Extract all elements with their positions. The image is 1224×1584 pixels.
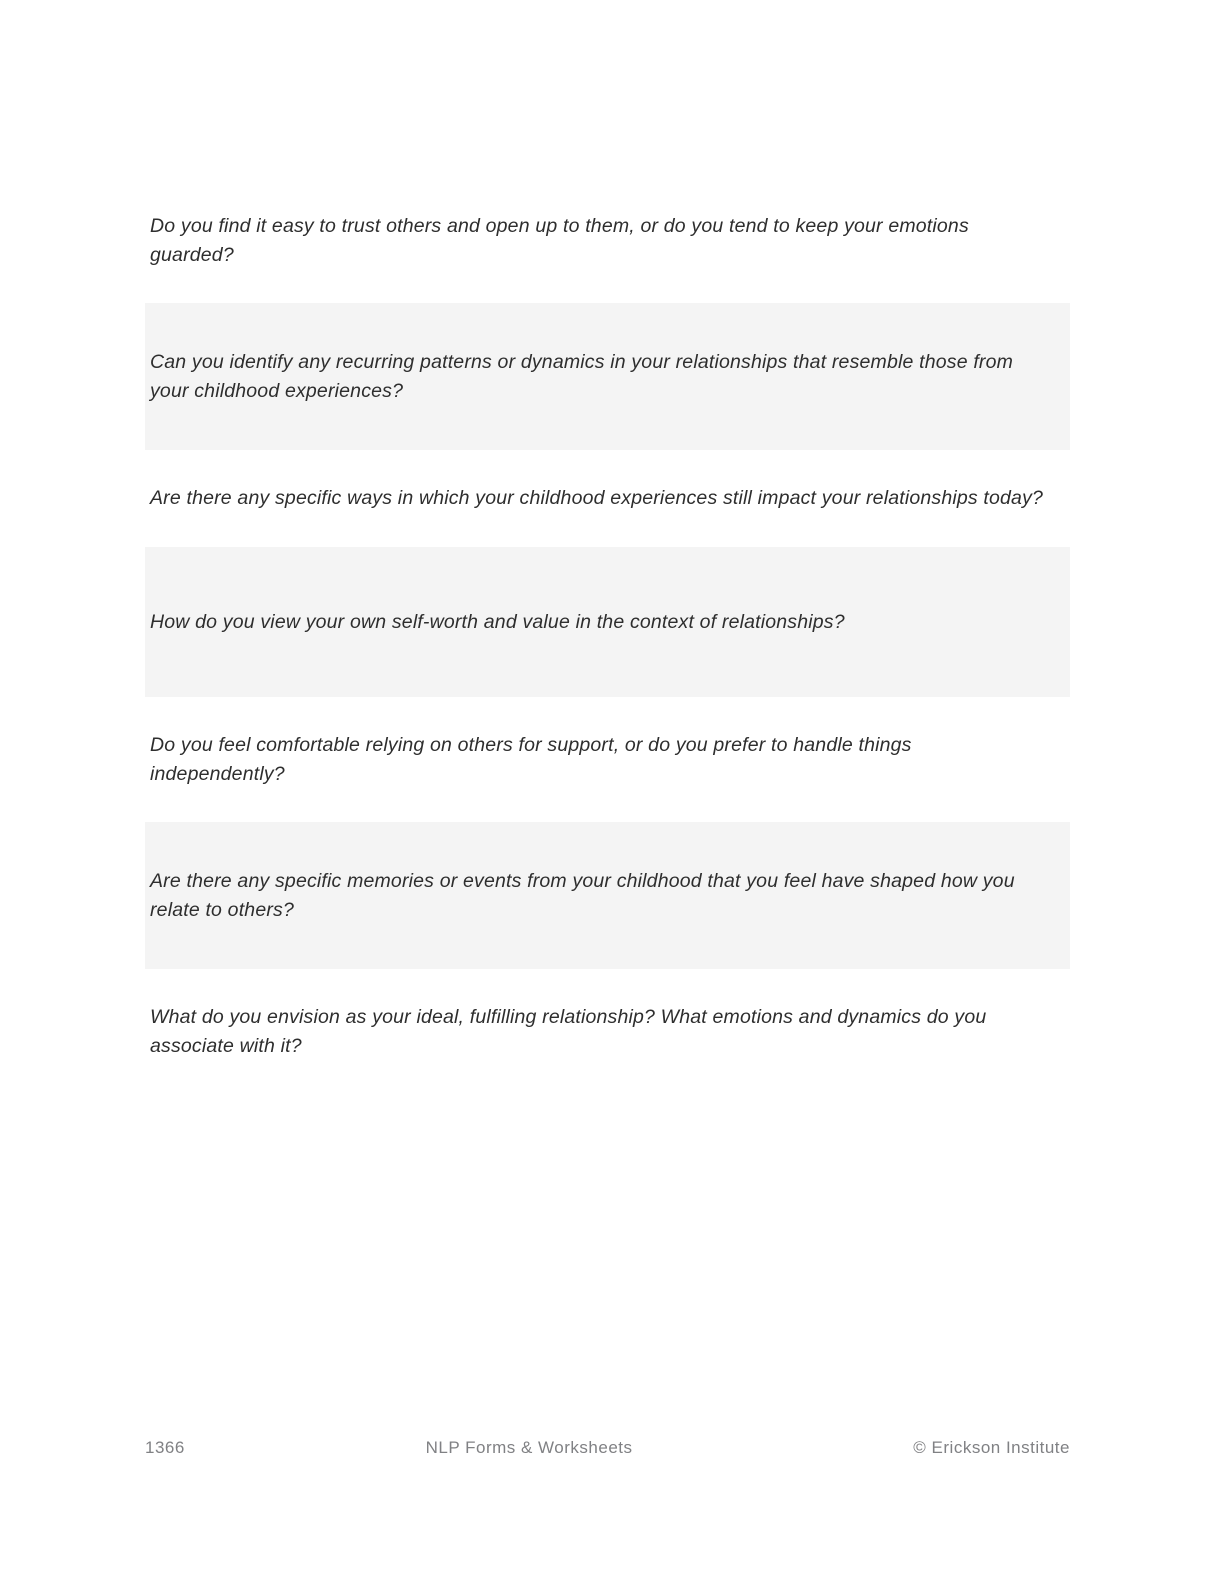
block-spacer	[145, 804, 1070, 822]
question-text-1: Do you find it easy to trust others and open up to them, or do you tend to keep your emotions guarded?	[150, 215, 969, 266]
question-text-7: What do you envision as your ideal, fulfilling relationship? What emotions and dynamics do you associate with it?	[150, 1006, 987, 1057]
footer-copyright: © Erickson Institute	[913, 1438, 1070, 1457]
footer-document-title: NLP Forms & Worksheets	[425, 1438, 633, 1457]
block-spacer	[145, 969, 1070, 987]
question-block-3	[145, 468, 1070, 529]
question-block-7	[145, 987, 1070, 1076]
block-spacer	[145, 529, 1070, 547]
block-spacer	[145, 697, 1070, 715]
question-text-3: Are there any specific ways in which your childhood experiences still impact your relationships today?	[150, 487, 1044, 509]
question-block-6	[145, 822, 1070, 969]
question-text-2: Can you identify any recurring patterns or dynamics in your relationships that resemble those from your childhood experiences?	[150, 351, 1014, 402]
page-footer	[145, 1435, 1070, 1461]
question-block-1	[145, 196, 1070, 285]
question-text-5: Do you feel comfortable relying on others for support, or do you prefer to handle things independently?	[150, 734, 912, 785]
question-block-5	[145, 715, 1070, 804]
question-text-6: Are there any specific memories or events from your childhood that you feel have shaped how you relate to others?	[150, 870, 1015, 921]
question-text-4: How do you view your own self-worth and value in the context of relationships?	[150, 610, 845, 633]
footer-page-number: 1366	[145, 1438, 185, 1457]
question-block-2	[145, 303, 1070, 450]
block-spacer	[145, 285, 1070, 303]
block-spacer	[145, 450, 1070, 468]
worksheet-questions-list	[145, 196, 1070, 1076]
question-block-4	[145, 547, 1070, 698]
